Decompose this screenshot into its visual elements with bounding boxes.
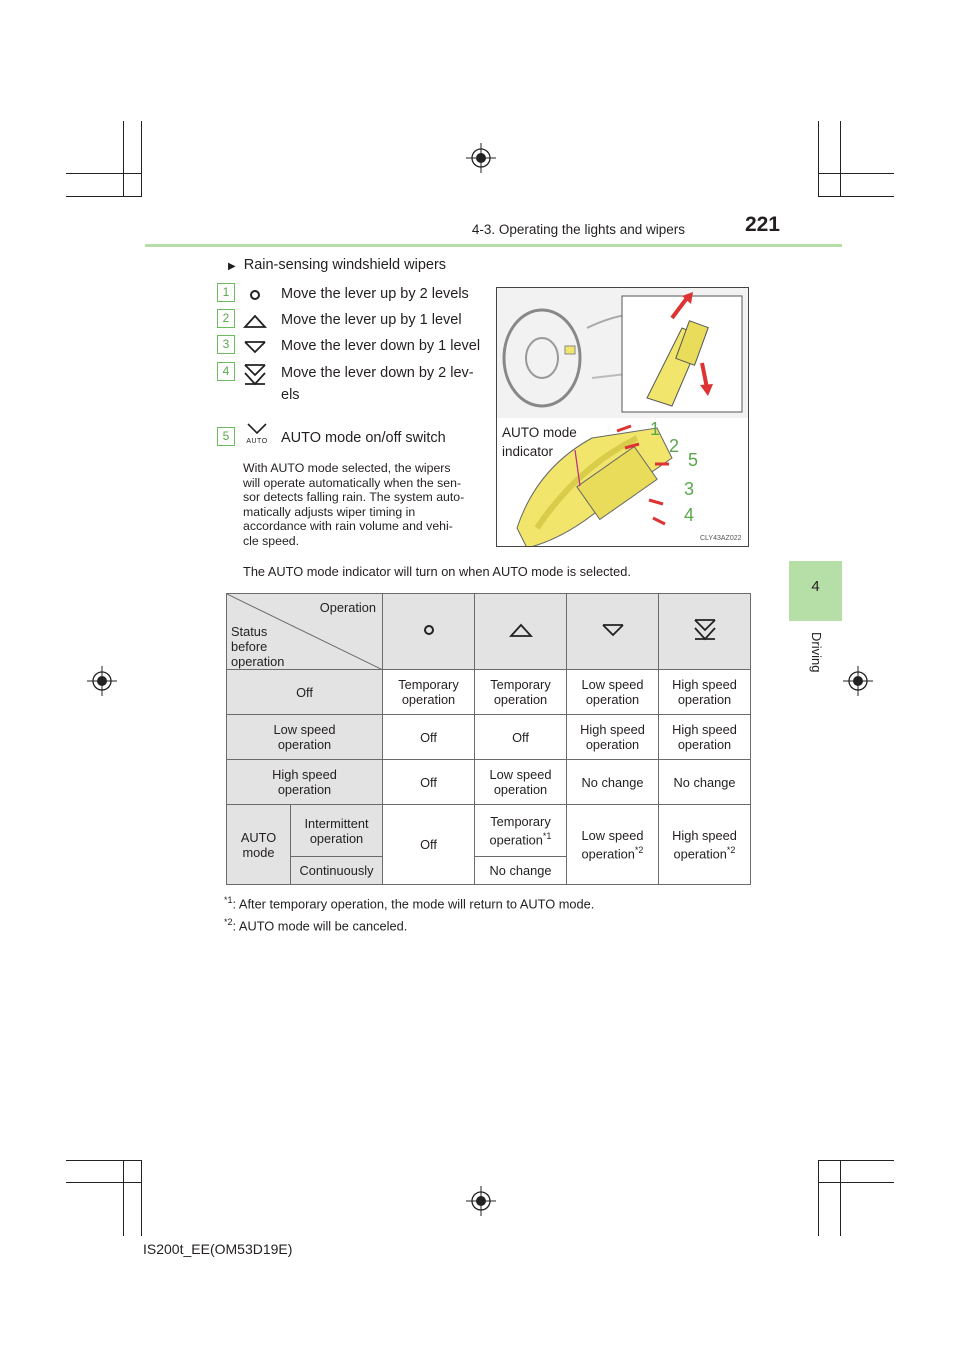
registration-target-icon bbox=[843, 666, 873, 696]
registration-target-icon bbox=[466, 143, 496, 173]
chapter-number: 4 bbox=[811, 578, 820, 595]
row-sublabel: Continuously bbox=[291, 857, 383, 885]
figure-number-4: 4 bbox=[684, 505, 695, 525]
section-title: 4-3. Operating the lights and wipers bbox=[471, 222, 685, 237]
table-cell: No change bbox=[659, 760, 751, 805]
item-text: Move the lever down by 1 level bbox=[281, 338, 481, 354]
table-cell: Low speed operation bbox=[475, 760, 567, 805]
table-cell: Low speed operation bbox=[567, 670, 659, 715]
column-mist-header bbox=[383, 594, 475, 670]
table-row bbox=[227, 805, 751, 857]
indicator-note: The AUTO mode indicator will turn on when AUTO mode is selected. bbox=[243, 564, 631, 579]
table-cell: High speed operation bbox=[567, 715, 659, 760]
footnote: $^{*1}$: After temporary operation, the mode will return to AUTO mode. bbox=[224, 895, 595, 912]
registration-target-icon bbox=[87, 666, 117, 696]
table-row bbox=[227, 760, 751, 805]
wiper-down-1-icon bbox=[242, 338, 268, 356]
wiper-mist-icon bbox=[242, 286, 268, 304]
figure-number-1: 1 bbox=[650, 419, 661, 439]
triangle-bullet-icon: ▶ bbox=[228, 261, 236, 272]
auto-wiper-icon: AUTO bbox=[242, 421, 272, 447]
table-cell: Off bbox=[383, 715, 475, 760]
figure-code: CLY43AZ022 bbox=[700, 535, 742, 542]
auto-description: With AUTO mode selected, the wipers will operate automatically when the sen- sor detects falling rain. The system auto- matically adjusts wiper timing in accordance with rain volume and vehi- cle speed. bbox=[243, 461, 465, 548]
row-sublabel: Intermittent operation bbox=[291, 805, 383, 857]
wiper-up-1-icon bbox=[242, 312, 268, 330]
row-label: High speed operation bbox=[227, 760, 383, 805]
table-cell: Off bbox=[383, 805, 475, 885]
item-number-badge: 5 bbox=[217, 427, 235, 446]
table-cell: Low speed operation$^{*2}$ bbox=[567, 805, 659, 885]
item-text: Move the lever up by 2 levels bbox=[281, 286, 469, 302]
item-text: Move the lever down by 2 lev- els bbox=[281, 365, 474, 403]
wiper-down-2-icon bbox=[692, 617, 718, 643]
row-label: Off bbox=[227, 670, 383, 715]
table-cell: High speed operation bbox=[659, 670, 751, 715]
auto-mode-indicator-callout: AUTO mode indicator bbox=[502, 425, 577, 459]
footnote: $^{*2}$: AUTO mode will be canceled. bbox=[224, 917, 408, 934]
table-cell: High speed operation$^{*2}$ bbox=[659, 805, 751, 885]
figure-number-2: 2 bbox=[669, 436, 680, 456]
page-number: 221 bbox=[744, 213, 780, 236]
table-row bbox=[227, 715, 751, 760]
item-number-badge: 4 bbox=[217, 362, 235, 381]
bullet-heading: ▶ Rain-sensing windshield wipers bbox=[228, 257, 447, 273]
column-up-1-header bbox=[475, 594, 567, 670]
item-number-badge: 2 bbox=[217, 309, 235, 328]
registration-target-icon bbox=[466, 1186, 496, 1216]
wiper-down-1-icon bbox=[600, 621, 626, 639]
wiper-lever-drawing bbox=[497, 288, 749, 547]
table-cell: Temporary operation$^{*1}$ bbox=[475, 805, 567, 857]
figure-number-5: 5 bbox=[688, 450, 699, 470]
header-rule bbox=[145, 244, 842, 247]
wiper-mist-icon bbox=[416, 621, 442, 639]
row-label: AUTO mode bbox=[227, 805, 291, 885]
table-cell: Temporary operation bbox=[383, 670, 475, 715]
table-cell: No change bbox=[475, 857, 567, 885]
wiper-lever-illustration bbox=[496, 287, 749, 547]
table-cell: Off bbox=[383, 760, 475, 805]
table-corner-header: Operation Status before operation bbox=[227, 594, 383, 670]
item-number-badge: 1 bbox=[217, 283, 235, 302]
wiper-operation-table bbox=[226, 593, 751, 885]
item-number-badge: 3 bbox=[217, 335, 235, 354]
table-cell: No change bbox=[567, 760, 659, 805]
table-cell: Off bbox=[475, 715, 567, 760]
column-down-1-header bbox=[567, 594, 659, 670]
item-text: Move the lever up by 1 level bbox=[281, 312, 462, 328]
table-cell: High speed operation bbox=[659, 715, 751, 760]
chapter-label: Driving bbox=[809, 632, 824, 673]
table-row bbox=[227, 670, 751, 715]
manual-code: IS200t_EE(OM53D19E) bbox=[143, 1241, 293, 1257]
wiper-up-1-icon bbox=[508, 621, 534, 639]
wiper-down-2-icon bbox=[242, 362, 268, 388]
column-down-2-header bbox=[659, 594, 751, 670]
figure-number-3: 3 bbox=[684, 479, 695, 499]
row-label: Low speed operation bbox=[227, 715, 383, 760]
item-text: AUTO mode on/off switch bbox=[281, 430, 446, 446]
table-cell: Temporary operation bbox=[475, 670, 567, 715]
